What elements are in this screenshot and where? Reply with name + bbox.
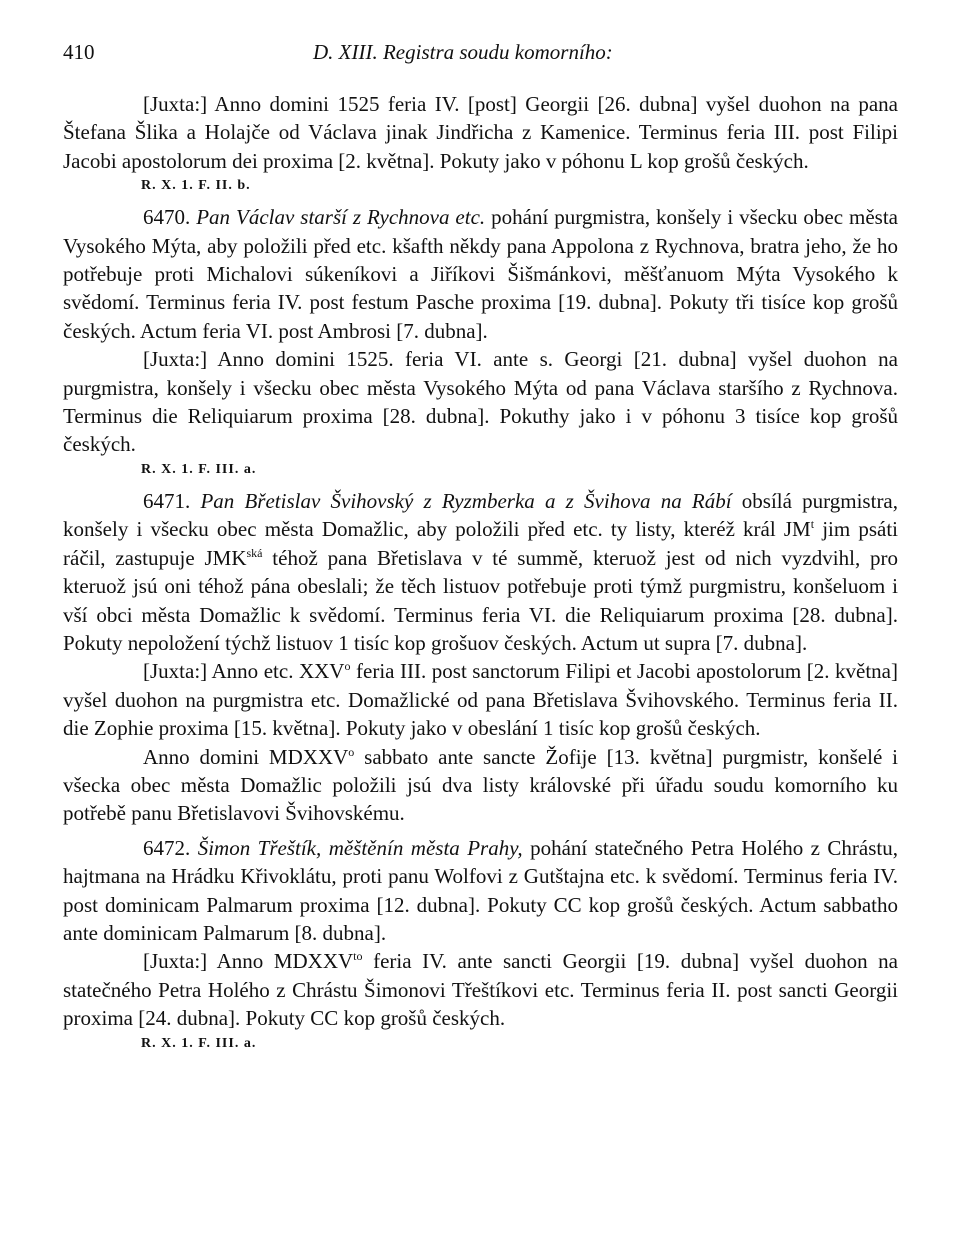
text-run: pohání statečného Petra Holého z Chrástu, hajtmana na Hrádku Křivoklátu, proti panu Wolfovi z Gutštajna etc. k svědomí. Terminus feria IV. post dominicam Palmarum proxima [12. dubna]. Pokuty CC kop grošů českých. Actum sabbatho ante dominicam Palmarum [8. dubna]. [63,835,899,945]
text-run: [Juxta:] Anno domini 1525. feria VI. ante s. Georgi [21. dubna] vyšel duohon na purgmistra, konšely i všecku obec města Vysokého Mýta od pana Václava staršího z Rychnova. Terminus die Reliquiarum proxima [28. dubna]. Pokuthy jako i v póhonu 3 tisíce kop grošů českých. [63,347,898,457]
text-run: feria III. post sanctorum Filipi et Jacobi apostolorum [2. května] vyšel duohon na purgmistra etc. Domažlické od pana Břetislava Švihovského. Terminus feria II. die Zophie proxima [15. května]. Pokuty jako v obeslání 1 tisíc kop grošů českých. [63,659,898,741]
superscript: t [810,517,815,532]
text-run: Anno domini MDXXV [143,744,349,769]
italic-name: Pan Václav starší z Rychnova etc. [196,205,486,230]
text-run: jim psáti ráčil, zastupuje JMK [63,517,898,570]
running-title: D. XIII. Registra soudu komorního: [313,40,613,64]
page-number: 410 [63,40,95,64]
page-header [63,40,897,70]
text-run: pohání purgmistra, konšely i všecku obec města Vysokého Mýta, aby položili před etc. kšafth někdy pana Appolona z Rychnova, bratra jeho, že ho potřebuje proti Michalovi súkeníkovi a Jiříkovi Šišmánkovi, měšťanuom Mýta Vysokého k svědomí. Terminus feria IV. post festum Pasche proxima [19. dubna]. Pokuty tři tisíce kop grošů českých. Actum feria VI. post Ambrosi [7. dubna]. [63,205,898,343]
body-text [63,90,898,1057]
text-run: téhož pana Břetislava v té summě, kteruož jest od nich vyzdvihl, pro kteruož jsú oni téhož pána obeslali; že těch listuov potřebuje proti týmž purgmistru, konšeluom i vší obci města Domažlic k svědomí. Terminus feria VI. die Reliquiarum proxima [28. dubna]. Pokuty nepoložení týchž listuov 1 tisíc kop grošuov českých. Actum ut supra [7. dubna]. [63,545,898,655]
text-run: 6470. [143,205,197,230]
superscript: ská [246,545,263,560]
text-run: 6472. [143,835,198,860]
record-paragraph [63,947,898,1032]
superscript: to [353,949,363,964]
italic-name: Šimon Třeštík, měštěnín města Prahy, [197,835,523,860]
superscript: o [348,744,355,759]
archive-signature: R. X. 1. F. III. a. [141,461,257,477]
record-paragraph [63,345,898,459]
record-entry [63,203,898,345]
record-paragraph [63,657,898,742]
record-paragraph [63,90,898,175]
text-run: [Juxta:] Anno MDXXV [143,949,354,974]
archive-signature: R. X. 1. F. II. b. [141,178,251,194]
record-entry [63,834,898,948]
text-run: feria IV. ante sancti Georgii [19. dubna] vyšel duohon na statečného Petra Holého z Chrástu Šimonovi Třeštíkovi etc. Terminus feria II. post sancti Georgii proxima [24. dubna]. Pokuty CC kop grošů českých. [63,949,898,1031]
text-run: [Juxta:] Anno etc. XXV [143,659,345,684]
text-run: 6471. [143,488,201,513]
text-run: sabbato ante sancte Žofije [13. května] purgmistr, konšelé i všecka obec města Domažlic položili jsú dva listy královské při úřadu soudu komorního ku potřebě panu Břetislavovi Švihovskému. [63,744,898,826]
text-run: [Juxta:] Anno domini 1525 feria IV. [post] Georgii [26. dubna] vyšel duohon na pana Štefana Šlika a Holajče od Václava jinak Jindřicha z Kamenice. Terminus feria III. post Filipi Jacobi apostolorum dei proxima [2. května]. Pokuty jako v póhonu L kop grošů českých. [63,92,898,173]
record-entry [63,487,898,657]
record-paragraph [63,743,898,828]
archive-signature: R. X. 1. F. III. a. [141,1035,257,1051]
text-run: obsílá purgmistra, konšely i všecku obec města Domažlic, aby položili před etc. ty listy, kteréž král JM [63,488,899,542]
italic-name: Pan Břetislav Švihovský z Ryzmberka a z Švihova na Rábí [200,488,732,513]
superscript: o [344,659,351,674]
